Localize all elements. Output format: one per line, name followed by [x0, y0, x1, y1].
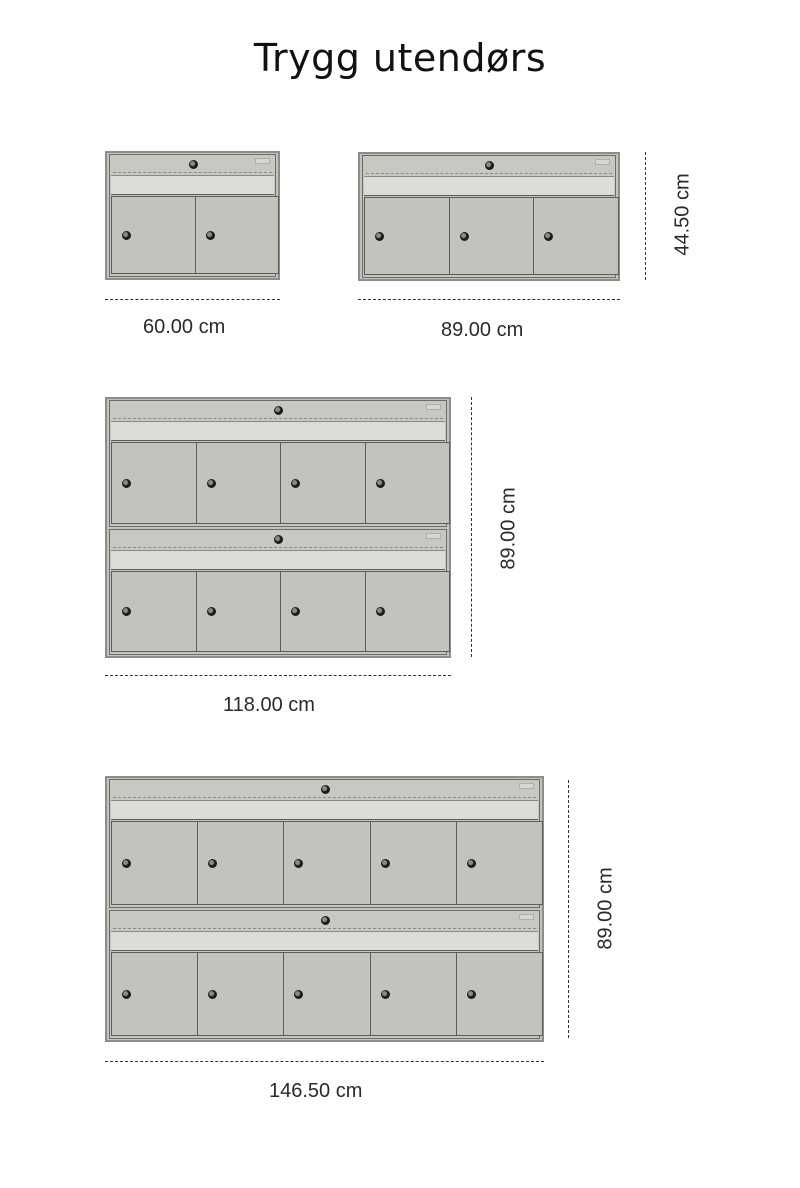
- mailbox-door: [111, 442, 197, 524]
- mailbox-door: [283, 821, 370, 905]
- lock-icon: [467, 990, 476, 999]
- nameplate-tag: [595, 159, 610, 165]
- lock-icon: [294, 859, 303, 868]
- nameplate-tag: [255, 158, 270, 164]
- mailbox-cabinet: [105, 397, 451, 658]
- lock-icon: [460, 232, 469, 241]
- mailbox-door: [196, 571, 282, 653]
- height-label: 44.50 cm: [671, 173, 694, 256]
- height-label: 89.00 cm: [497, 487, 520, 570]
- height-dimension-line: [645, 152, 646, 280]
- lock-icon: [207, 479, 216, 488]
- mailbox-door: [280, 442, 366, 524]
- mailbox-door: [196, 442, 282, 524]
- mailbox-row: [109, 910, 540, 1039]
- width-dimension-line: [105, 299, 280, 300]
- mailbox-row: [109, 154, 276, 277]
- mailbox-row: [109, 779, 540, 908]
- lock-icon: [274, 406, 283, 415]
- mailbox-door: [280, 571, 366, 653]
- mailbox-door: [533, 197, 619, 275]
- mailbox-door: [111, 952, 198, 1036]
- name-strip: [111, 175, 274, 195]
- name-strip: [364, 176, 614, 196]
- mailbox-door: [365, 442, 451, 524]
- lock-icon: [381, 859, 390, 868]
- width-label: 89.00 cm: [441, 319, 524, 341]
- mailbox-door: [197, 821, 284, 905]
- height-dimension-line: [568, 780, 569, 1038]
- width-label: 60.00 cm: [143, 316, 226, 338]
- lock-icon: [376, 607, 385, 616]
- width-label: 118.00 cm: [223, 694, 315, 716]
- lock-icon: [321, 916, 330, 925]
- lock-icon: [274, 535, 283, 544]
- mailbox-door: [449, 197, 535, 275]
- lock-icon: [122, 859, 131, 868]
- mailbox-row: [362, 155, 616, 278]
- width-dimension-line: [105, 1061, 544, 1062]
- mailbox-door: [111, 571, 197, 653]
- mailbox-door: [283, 952, 370, 1036]
- fold-line: [113, 928, 536, 929]
- mailbox-door: [195, 196, 280, 274]
- lock-icon: [206, 231, 215, 240]
- lock-icon: [208, 859, 217, 868]
- mailbox-door: [111, 196, 196, 274]
- lock-icon: [321, 785, 330, 794]
- fold-line: [113, 172, 272, 173]
- mailbox-row: [109, 529, 447, 656]
- mailbox-door: [365, 571, 451, 653]
- nameplate-tag: [426, 404, 441, 410]
- mailbox-cabinet: [358, 152, 620, 281]
- mailbox-cabinet: [105, 776, 544, 1042]
- fold-line: [113, 797, 536, 798]
- lock-icon: [291, 479, 300, 488]
- lock-icon: [376, 479, 385, 488]
- fold-line: [366, 173, 612, 174]
- width-label: 146.50 cm: [269, 1080, 363, 1102]
- fold-line: [113, 547, 443, 548]
- mailbox-door: [111, 821, 198, 905]
- fold-line: [113, 418, 443, 419]
- lock-icon: [467, 859, 476, 868]
- mailbox-door: [364, 197, 450, 275]
- page-title: Trygg utendørs: [253, 36, 547, 80]
- lock-icon: [122, 479, 131, 488]
- height-dimension-line: [471, 397, 472, 657]
- width-dimension-line: [105, 675, 451, 676]
- lock-icon: [122, 231, 131, 240]
- name-strip: [111, 550, 445, 570]
- name-strip: [111, 800, 538, 820]
- lock-icon: [208, 990, 217, 999]
- nameplate-tag: [519, 914, 534, 920]
- name-strip: [111, 421, 445, 441]
- height-label: 89.00 cm: [594, 867, 617, 950]
- nameplate-tag: [519, 783, 534, 789]
- mailbox-cabinet: [105, 151, 280, 280]
- mailbox-door: [370, 952, 457, 1036]
- mailbox-door: [197, 952, 284, 1036]
- name-strip: [111, 931, 538, 951]
- lock-icon: [375, 232, 384, 241]
- lock-icon: [189, 160, 198, 169]
- lock-icon: [544, 232, 553, 241]
- lock-icon: [294, 990, 303, 999]
- nameplate-tag: [426, 533, 441, 539]
- width-dimension-line: [358, 299, 620, 300]
- lock-icon: [122, 990, 131, 999]
- mailbox-row: [109, 400, 447, 527]
- mailbox-door: [456, 952, 543, 1036]
- lock-icon: [207, 607, 216, 616]
- mailbox-door: [456, 821, 543, 905]
- lock-icon: [381, 990, 390, 999]
- lock-icon: [291, 607, 300, 616]
- mailbox-door: [370, 821, 457, 905]
- lock-icon: [485, 161, 494, 170]
- lock-icon: [122, 607, 131, 616]
